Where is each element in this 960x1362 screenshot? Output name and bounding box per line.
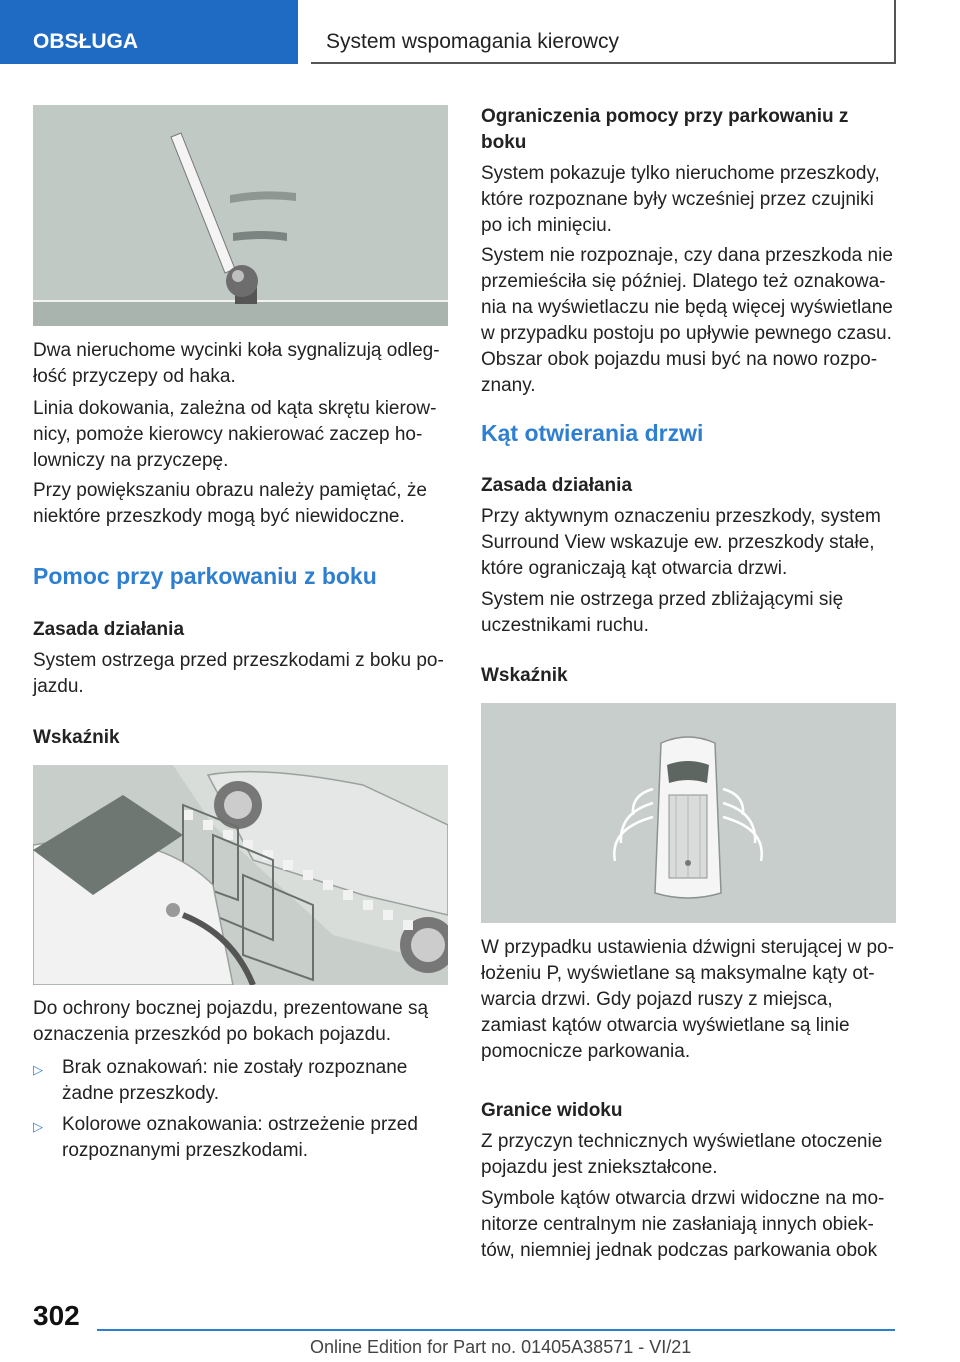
- paragraph-distortion: Z przyczyn technicznych wyświetlane otoczenie pojazdu jest zniekształcone.: [481, 1131, 883, 1178]
- bullet-item: [33, 1112, 448, 1164]
- paragraph-trailer-distance: Dwa nieruchome wycinki koła sygnalizują odleg-łość przyczepy od haka.: [33, 340, 440, 387]
- paragraph-door-principle: Przy aktywnym oznaczeniu przeszkody, system Surround View wskazuje ew. przeszkody stałe, które ograniczają kąt otwarcia drzwi.: [481, 506, 881, 579]
- section-heading-side-parking: Pomoc przy parkowaniu z boku: [33, 563, 377, 589]
- side-parking-illustration: [33, 765, 448, 985]
- footer-edition: Online Edition for Part no. 01405A38571 - VI/21: [310, 1337, 692, 1357]
- subheading-view-limits: Granice widoku: [481, 1100, 623, 1121]
- paragraph-symbols: Symbole kątów otwarcia drzwi widoczne na mo-nitorze centralnym nie zasłaniają innych obiek-tów, niemniej jednak podczas parkowania obok: [481, 1188, 885, 1261]
- bullet-text: Kolorowe oznakowania: ostrzeżenie przed rozpoznanymi przeszkodami.: [62, 1114, 418, 1161]
- paragraph-no-warning: System nie ostrzega przed zbliżającymi się uczestnikami ruchu.: [481, 589, 844, 636]
- page-number: 302: [33, 1300, 80, 1331]
- subheading-principle: Zasada działania: [33, 619, 185, 640]
- door-angle-figure: [481, 703, 896, 923]
- door-angle-illustration: [481, 703, 896, 923]
- bullet-triangle-icon: ▷: [33, 1062, 43, 1077]
- subheading-principle: Zasada działania: [481, 475, 633, 496]
- chapter-title: System wspomagania kierowcy: [311, 0, 896, 64]
- trailer-hitch-figure: [33, 105, 448, 326]
- subheading-limits: Ograniczenia pomocy przy parkowaniu z boku: [481, 106, 849, 153]
- footer-divider: [97, 1329, 895, 1331]
- section-tab: OBSŁUGA: [0, 0, 298, 64]
- paragraph-park-position: W przypadku ustawienia dźwigni sterującej w po-łożeniu P, wyświetlane są maksymalne kąty ot-warcia drzwi. Gdy pojazd ruszy z miejsca, zamiast kątów otwarcia wyświetlane są linie pomocnicze parkowania.: [481, 937, 894, 1062]
- side-parking-figure: [33, 765, 448, 985]
- section-heading-door-angle: Kąt otwierania drzwi: [481, 420, 704, 446]
- bullet-item: [33, 1055, 448, 1107]
- bullet-triangle-icon: ▷: [33, 1119, 43, 1134]
- paragraph-principle: System ostrzega przed przeszkodami z boku po-jazdu.: [33, 650, 444, 697]
- paragraph-limits-2: System nie rozpoznaje, czy dana przeszkoda nie przemieściła się później. Dlatego też oznakowa-nia na wyświetlaczu nie będą więcej wyświetlane w przypadku postoju po upływie pewnego czasu. Obszar obok pojazdu musi być na nowo rozpo-znany.: [481, 245, 893, 396]
- subheading-indicator: Wskaźnik: [481, 665, 568, 686]
- paragraph-side-protection: Do ochrony bocznej pojazdu, prezentowane są oznaczenia przeszkód po bokach pojazdu.: [33, 998, 429, 1045]
- paragraph-docking-line: Linia dokowania, zależna od kąta skrętu kierow-nicy, pomoże kierowcy nakierować zaczep ho-lowniczy na przyczepę.: [33, 398, 437, 471]
- paragraph-limits-1: System pokazuje tylko nieruchome przeszkody, które rozpoznane były wcześniej przez czujniki po ich minięciu.: [481, 163, 880, 236]
- paragraph-zoom-note: Przy powiększaniu obrazu należy pamiętać, że niektóre przeszkody mogą być niewidoczne.: [33, 480, 427, 527]
- subheading-indicator: Wskaźnik: [33, 727, 120, 748]
- bullet-text: Brak oznakowań: nie zostały rozpoznane żadne przeszkody.: [62, 1057, 408, 1104]
- trailer-hitch-illustration: [33, 105, 448, 326]
